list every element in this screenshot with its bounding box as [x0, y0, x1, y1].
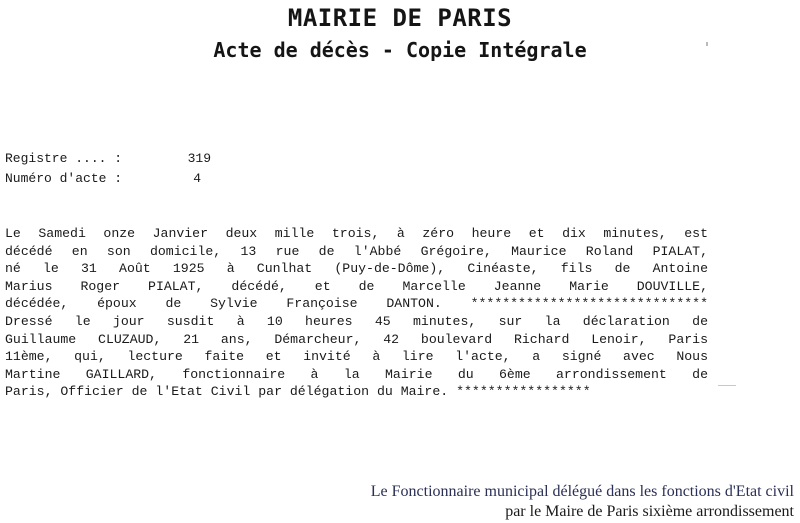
signature-block: [371, 482, 794, 522]
document-title: MAIRIE DE PARIS: [287, 4, 513, 32]
acte-line: Le Samedi onze Janvier deux mille trois, à zéro heure et dix minutes, est: [5, 226, 708, 241]
registre-label: Registre .... :: [5, 151, 123, 166]
acte-line: Dressé le jour susdit à 10 heures 45 minutes, sur la déclaration de: [5, 313, 708, 329]
acte-line: Paris, Officier de l'Etat Civil par délégation du Maire. *****************: [5, 384, 591, 400]
acte-line: Guillaume CLUZAUD, 21 ans, Démarcheur, 42 boulevard Richard Lenoir, Paris: [5, 331, 708, 347]
acte-line: Martine GAILLARD, fonctionnaire à la Mairie du 6ème arrondissement de: [5, 366, 708, 382]
divider: [718, 385, 736, 386]
acte-line: 11ème, qui, lecture faite et invité à lire l'acte, a signé avec Nous: [5, 349, 708, 365]
acte-line: Marius Roger PIALAT, décédé, et de Marcelle Jeanne Marie DOUVILLE,: [5, 278, 708, 294]
acte-line: décédé en son domicile, 13 rue de l'Abbé Grégoire, Maurice Roland PIALAT,: [5, 243, 708, 259]
document-subtitle: Acte de décès - Copie Intégrale: [213, 38, 587, 62]
acte-line: décédée, époux de Sylvie Françoise DANTON. ******************************: [5, 296, 708, 312]
signature-line-1: Le Fonctionnaire municipal délégué dans les fonctions d'Etat civil: [370, 483, 794, 500]
acte-line: né le 31 Août 1925 à Cunlhat (Puy-de-Dôme), Cinéaste, fils de Antoine: [5, 261, 708, 277]
registre-row: [5, 151, 211, 166]
numero-acte-value: 4: [193, 171, 201, 186]
scan-speck: [706, 42, 708, 46]
acte-body: [5, 225, 708, 401]
numero-acte-label: Numéro d'acte :: [5, 171, 123, 186]
signature-line-2: par le Maire de Paris sixième arrondissement: [505, 503, 794, 520]
numero-acte-row: [5, 171, 201, 186]
registre-value: 319: [187, 151, 211, 166]
